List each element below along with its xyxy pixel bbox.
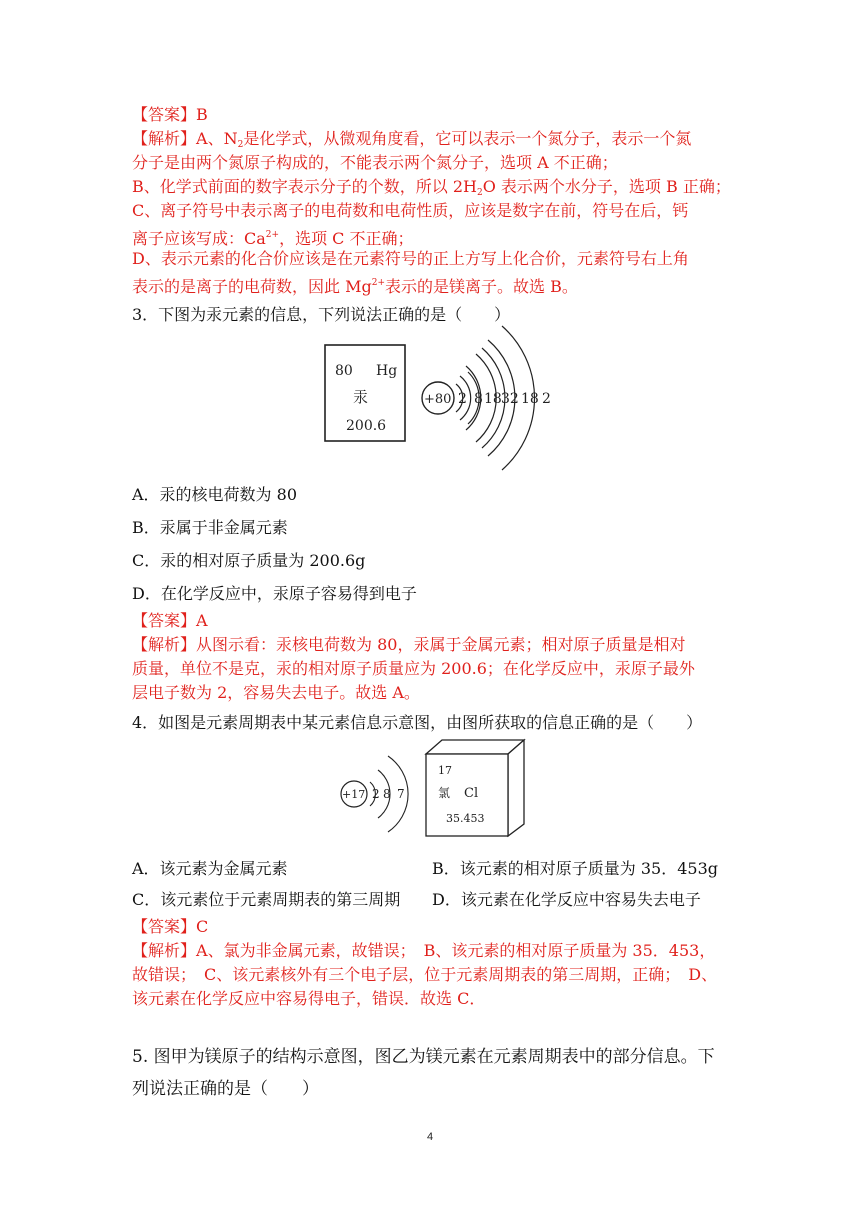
mercury-shell-electrons <box>458 391 551 407</box>
shell-label: 32 <box>501 391 519 407</box>
q4-answer: 【答案】C <box>132 917 209 936</box>
chlorine-symbol: Cl <box>464 786 479 801</box>
q4-analysis-line-2: 故错误； C、该元素核外有三个电子层，位于元素周期表的第三周期，正确； D、 <box>132 965 718 984</box>
shell-label: 7 <box>397 787 405 801</box>
q4-stem: 4．如图是元素周期表中某元素信息示意图，由图所获取的信息正确的是（ ） <box>132 713 703 732</box>
mercury-symbol: Hg <box>376 363 398 379</box>
shell-label: 2 <box>372 787 380 801</box>
q2-analysis-line-6: D、表示元素的化合价应该是在元素符号的正上方写上化合价，元素符号右上角 <box>132 249 689 268</box>
mercury-atomic-number: 80 <box>335 363 353 379</box>
q3-option-c: C．汞的相对原子质量为 200.6g <box>132 551 366 570</box>
q3-stem: 3．下图为汞元素的信息，下列说法正确的是（ ） <box>132 305 511 324</box>
mercury-diagram <box>318 322 578 478</box>
q2-analysis-line-5: 离子应该写成：$Ca^{2+}$，选项 C 不正确； <box>132 229 414 248</box>
q4-option-a: A．该元素为金属元素 <box>132 859 288 878</box>
q2-answer: 【答案】B <box>132 105 208 124</box>
shell-label: 8 <box>474 391 483 407</box>
q3-option-b: B．汞属于非金属元素 <box>132 518 288 537</box>
chlorine-shell-electrons <box>372 787 405 801</box>
q5-stem-line-1: 5. 图甲为镁原子的结构示意图，图乙为镁元素在元素周期表中的部分信息。下 <box>132 1047 715 1067</box>
chlorine-nucleus-charge: +17 <box>342 788 366 801</box>
q2-analysis-line-3: B、化学式前面的数字表示分子的个数，所以 $2H_2O$ 表示两个水分子，选项 B 正确； <box>132 177 731 198</box>
page-number: 4 <box>426 1131 434 1143</box>
chlorine-atomic-number: 17 <box>438 764 452 777</box>
q4-option-c: C．该元素位于元素周期表的第三周期 <box>132 890 401 909</box>
q4-analysis-line-1: 【解析】A、氯为非金属元素，故错误； B、该元素的相对原子质量为 35．453， <box>132 941 716 960</box>
mercury-name: 汞 <box>353 388 369 406</box>
q3-analysis-line-2: 质量，单位不是克，汞的相对原子质量应为 200.6；在化学反应中，汞原子最外 <box>132 659 695 678</box>
q5-stem-line-2: 列说法正确的是（ ） <box>132 1079 319 1099</box>
q3-analysis-line-3: 层电子数为 2，容易失去电子。故选 A。 <box>132 683 420 702</box>
q2-analysis-line-4: C、离子符号中表示离子的电荷数和电荷性质，应该是数字在前，符号在后，钙 <box>132 201 689 220</box>
q4-option-b: B．该元素的相对原子质量为 35．453g <box>432 859 718 878</box>
q3-option-a: A．汞的核电荷数为 80 <box>132 485 298 504</box>
q3-option-d: D．在化学反应中，汞原子容易得到电子 <box>132 584 417 603</box>
chlorine-diagram <box>334 736 534 840</box>
chlorine-name: 氯 <box>438 786 451 800</box>
shell-label: 18 <box>521 391 539 407</box>
q3-answer: 【答案】A <box>132 611 208 630</box>
q4-analysis-line-3: 该元素在化学反应中容易得电子，错误．故选 C． <box>132 989 486 1008</box>
q2-analysis-line-7: 表示的是离子的电荷数，因此 $Mg^{2+}$表示的是镁离子。故选 B。 <box>132 277 578 296</box>
q4-option-d: D．该元素在化学反应中容易失去电子 <box>432 890 701 909</box>
q2-analysis-line-2: 分子是由两个氮原子构成的，不能表示两个氮分子，选项 A 不正确； <box>132 153 618 172</box>
q3-analysis-line-1: 【解析】从图示看：汞核电荷数为 80，汞属于金属元素；相对原子质量是相对 <box>132 635 686 654</box>
shell-label: 2 <box>458 391 467 407</box>
chlorine-atomic-mass: 35.453 <box>446 812 485 825</box>
shell-label: 8 <box>383 787 391 801</box>
q2-analysis-line-1: 【解析】A、$N_2$是化学式，从微观角度看，它可以表示一个氮分子，表示一个氮 <box>132 129 692 150</box>
mercury-atomic-mass: 200.6 <box>346 418 387 434</box>
mercury-nucleus-charge: +80 <box>424 392 452 407</box>
shell-label: 18 <box>484 391 502 407</box>
shell-label: 2 <box>542 391 551 407</box>
